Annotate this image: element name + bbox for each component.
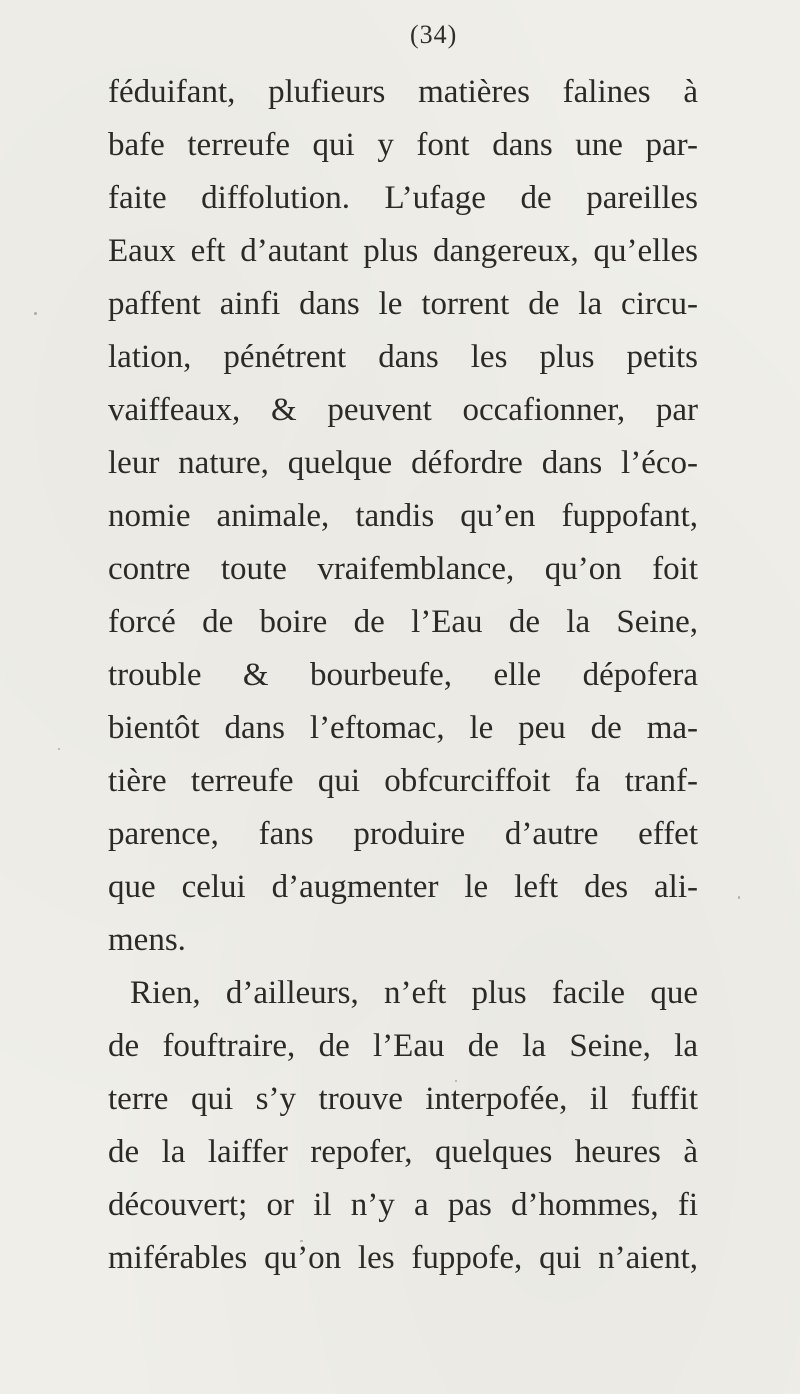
- text-line: lation, pénétrent dans les plus petits: [108, 339, 698, 375]
- body-text: [108, 66, 698, 1285]
- paper-speck: [738, 896, 740, 899]
- text-line: forcé de boire de l’Eau de la Seine,: [108, 604, 698, 640]
- text-line: féduifant, plufieurs matières falines à: [108, 74, 698, 110]
- paper-speck: [34, 312, 37, 315]
- text-line: de la laiffer repofer, quelques heures à: [108, 1134, 698, 1170]
- text-line: faite diffolution. L’ufage de pareilles: [108, 180, 698, 216]
- text-line: terre qui s’y trouve interpofée, il fuffit: [108, 1081, 698, 1117]
- text-line: que celui d’augmenter le left des ali-: [108, 869, 698, 905]
- text-line: de fouftraire, de l’Eau de la Seine, la: [108, 1028, 698, 1064]
- text-line: tière terreufe qui obfcurciffoit fa tranf-: [108, 763, 698, 799]
- text-line: miférables qu’on les fuppofe, qui n’aient,: [108, 1240, 698, 1276]
- paper-speck: [455, 1080, 457, 1082]
- text-line: bafe terreufe qui y font dans une par-: [108, 127, 698, 163]
- text-line: trouble & bourbeufe, elle dépofera: [108, 657, 698, 693]
- paragraph-start-line: Rien, d’ailleurs, n’eft plus facile que: [130, 975, 698, 1011]
- text-line: mens.: [108, 922, 186, 958]
- text-line: paffent ainfi dans le torrent de la circu-: [108, 286, 698, 322]
- text-line: bientôt dans l’eftomac, le peu de ma-: [108, 710, 698, 746]
- page-number: (34): [410, 20, 458, 49]
- paper-speck: [58, 748, 60, 750]
- text-line: contre toute vraifemblance, qu’on foit: [108, 551, 698, 587]
- text-line: nomie animale, tandis qu’en fuppofant,: [108, 498, 698, 534]
- text-line: Eaux eft d’autant plus dangereux, qu’elles: [108, 233, 698, 269]
- text-line: découvert; or il n’y a pas d’hommes, fi: [108, 1187, 698, 1223]
- text-line: vaiffeaux, & peuvent occafionner, par: [108, 392, 698, 428]
- paper-speck: [300, 1240, 303, 1242]
- text-line: leur nature, quelque défordre dans l’éco-: [108, 445, 698, 481]
- text-line: parence, fans produire d’autre effet: [108, 816, 698, 852]
